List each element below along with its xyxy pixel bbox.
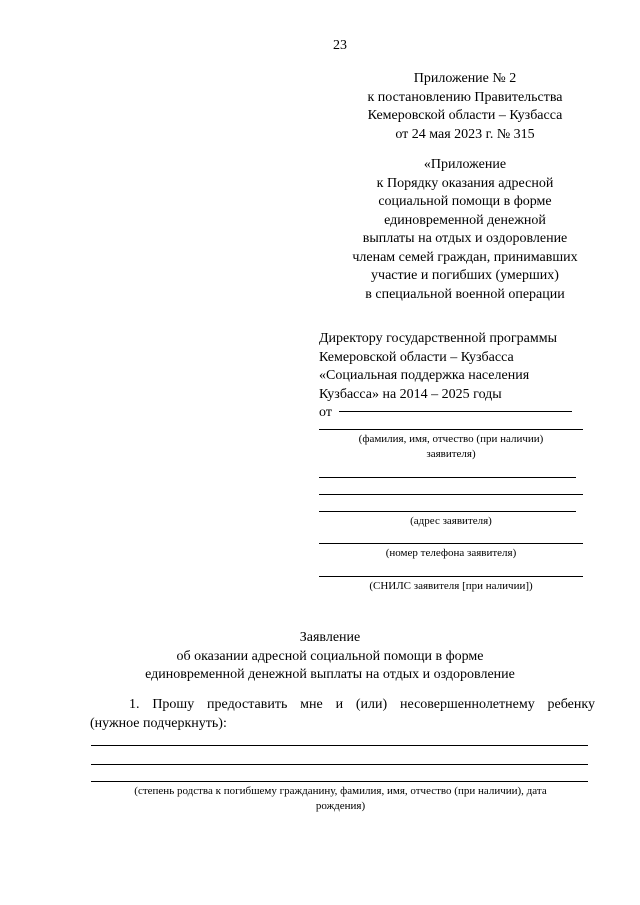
snils-caption: (СНИЛС заявителя [при наличии]) bbox=[369, 580, 533, 592]
relation-caption-line: рождения) bbox=[315, 800, 366, 812]
appendix-sub-line: единовременной денежной bbox=[384, 212, 546, 228]
fio-caption-line: заявителя) bbox=[426, 448, 476, 460]
phone-caption: (номер телефона заявителя) bbox=[385, 547, 517, 559]
appendix-date: от 24 мая 2023 г. № 315 bbox=[395, 126, 535, 142]
fio-caption bbox=[319, 432, 583, 462]
address-caption: (адрес заявителя) bbox=[410, 515, 492, 527]
statement-title: Заявление bbox=[299, 630, 361, 645]
fio-caption-line: (фамилия, имя, отчество (при наличии) bbox=[358, 433, 544, 445]
from-label: от bbox=[319, 405, 332, 420]
appendix-title: Приложение № 2 bbox=[413, 71, 517, 86]
blank-line bbox=[319, 494, 583, 495]
addressee-line: «Социальная поддержка населения bbox=[319, 368, 530, 383]
appendix-line: Кемеровской области – Кузбасса bbox=[367, 108, 563, 123]
item-1 bbox=[90, 696, 595, 733]
appendix-sub-line: участие и погибших (умерших) bbox=[371, 268, 559, 283]
appendix-sub-line: выплаты на отдых и оздоровление bbox=[362, 231, 568, 246]
addressee-line: Директору государственной программы bbox=[319, 331, 557, 346]
relation-caption bbox=[88, 784, 593, 814]
relation-line bbox=[91, 745, 588, 746]
appendix-sub-line: в специальной военной операции bbox=[365, 286, 565, 302]
item-1-text: 1. Прошу предоставить мне и (или) несовершеннолетнему ребенку bbox=[129, 697, 595, 712]
appendix-line: к постановлению Правительства bbox=[367, 89, 563, 105]
addressee-line: Кузбасса» на 2014 – 2025 годы bbox=[319, 386, 502, 402]
statement-subtitle: единовременной денежной выплаты на отдых и оздоровление bbox=[145, 667, 515, 682]
address-line bbox=[319, 511, 576, 512]
applicant-name-line bbox=[319, 429, 583, 430]
page-number: 23 bbox=[333, 38, 347, 53]
snils-line bbox=[319, 576, 583, 577]
addressee-line: Кемеровской области – Кузбасса bbox=[319, 349, 514, 365]
appendix-header bbox=[330, 70, 600, 144]
appendix-sub-line: социальной помощи в форме bbox=[378, 194, 552, 209]
relation-line bbox=[91, 781, 588, 782]
relation-caption-line: (степень родства к погибшему гражданину, фамилия, имя, отчество (при наличии), дата bbox=[134, 785, 547, 797]
addressee-block bbox=[319, 330, 619, 423]
statement-subtitle: об оказании адресной социальной помощи в форме bbox=[176, 648, 484, 664]
item-1-text: (нужное подчеркнуть): bbox=[90, 715, 227, 731]
blank-line bbox=[319, 477, 576, 478]
appendix-sub-line: к Порядку оказания адресной bbox=[376, 175, 554, 191]
from-fill-line bbox=[339, 411, 572, 412]
phone-line bbox=[319, 543, 583, 544]
appendix-subheader bbox=[310, 156, 620, 304]
appendix-sub-line: членам семей граждан, принимавших bbox=[352, 249, 578, 265]
statement-heading bbox=[40, 629, 620, 685]
relation-line bbox=[91, 764, 588, 765]
appendix-sub-line: «Приложение bbox=[423, 157, 507, 172]
